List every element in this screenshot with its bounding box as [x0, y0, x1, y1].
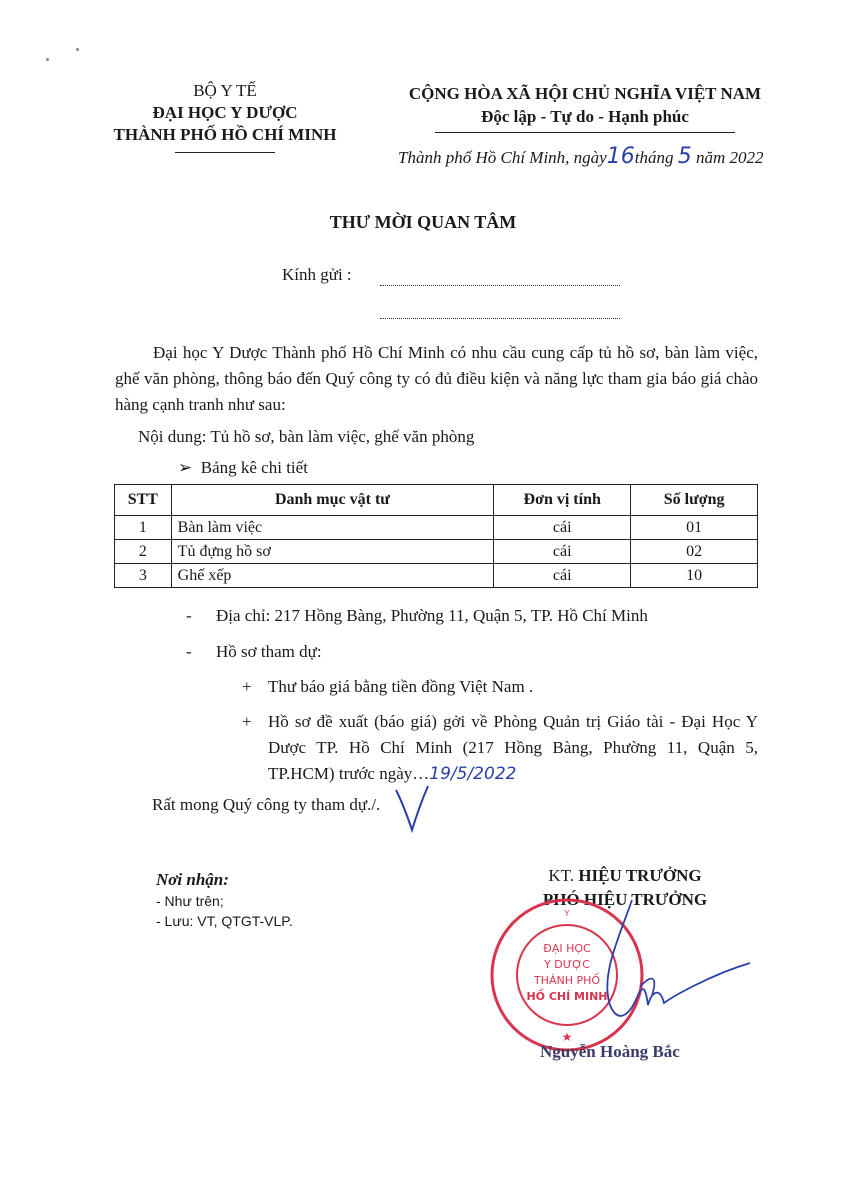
cell-stt: 2 [115, 540, 172, 564]
header-stt: STT [115, 485, 172, 516]
detail-heading [178, 458, 308, 478]
deadline-handwritten: 19/5/2022 [429, 764, 517, 784]
signature-role-2: PHÓ HIỆU TRƯỞNG [542, 890, 708, 909]
date-year: năm 2022 [695, 148, 764, 167]
seal-ring-mark-icon: Y [564, 909, 570, 918]
recipient-item: - Lưu: VT, QTGT-VLP. [156, 913, 293, 929]
sub-item-proposal [242, 709, 758, 787]
cell-quantity: 02 [631, 540, 758, 564]
cell-item-name: Tủ đựng hồ sơ [171, 540, 494, 564]
national-motto: Độc lập - Tự do - Hạnh phúc [481, 107, 689, 126]
date-prefix: Thành phố Hồ Chí Minh, ngày [398, 148, 607, 167]
content-line: Nội dung: Tủ hồ sơ, bàn làm việc, ghế văn phòng [138, 427, 475, 446]
dash-bullet: - [186, 642, 192, 661]
table-row [115, 540, 758, 564]
recipient-dotted-line-1 [380, 285, 620, 286]
seal-text-1: ĐẠI HỌC [543, 942, 591, 955]
ministry-name: BỘ Y TẾ [193, 81, 257, 100]
detail-heading-text: Bảng kê chi tiết [200, 458, 308, 477]
dash-bullet: - [186, 606, 192, 625]
signer-name: Nguyễn Hoàng Bắc [540, 1042, 680, 1061]
address-item [186, 603, 648, 629]
docs-item [186, 639, 322, 665]
recipients-title: Nơi nhận: [156, 870, 229, 889]
sub-item-quote-letter [242, 674, 758, 700]
docs-text: Hồ sơ tham dự: [216, 642, 322, 661]
signature-role-1 [500, 864, 750, 888]
recipient-item: - Như trên; [156, 893, 224, 909]
cell-item-name: Ghế xếp [171, 564, 494, 588]
cell-unit: cái [494, 516, 631, 540]
national-header [360, 82, 810, 128]
seal-text-3: THÀNH PHỐ [533, 974, 601, 987]
date-line [398, 144, 764, 169]
table-row [115, 516, 758, 540]
cell-quantity: 01 [631, 516, 758, 540]
plus-bullet: + [242, 712, 252, 731]
date-month-label: tháng [634, 148, 674, 167]
seal-text-4: HỒ CHÍ MINH [526, 990, 608, 1003]
handwritten-signature-icon [560, 895, 760, 1035]
seal-star-icon: ★ [561, 1030, 573, 1044]
intro-paragraph [115, 340, 758, 418]
items-table [114, 484, 758, 588]
cell-unit: cái [494, 564, 631, 588]
header-item-name: Danh mục vật tư [171, 485, 494, 516]
initial-mark-icon [392, 782, 432, 837]
scan-dot [46, 58, 49, 61]
date-day: 16 [606, 144, 635, 169]
table-header-row [115, 485, 758, 516]
document-title: THƯ MỜI QUAN TÂM [329, 212, 517, 232]
motto-underline [435, 132, 735, 133]
university-name-line1: ĐẠI HỌC Y DƯỢC [152, 103, 298, 122]
issuer-underline [175, 152, 275, 153]
cell-item-name: Bàn làm việc [171, 516, 494, 540]
seal-text-2: Y DƯỢC [544, 958, 590, 971]
sub-item-2-text: Hồ sơ đề xuất (báo giá) gởi về Phòng Quản trị Giáo tài - Đại Học Y Dược TP. Hồ Chí Minh (217 Hồng Bàng, Phường 11, Quận 5, TP.HCM) trước ngày… [268, 712, 758, 783]
address-text: Địa chỉ: 217 Hồng Bàng, Phường 11, Quận 5, TP. Hồ Chí Minh [216, 606, 648, 625]
arrow-bullet-icon: ➢ [178, 458, 193, 477]
closing-line: Rất mong Quý công ty tham dự./. [152, 795, 381, 814]
recipient-dotted-line-2 [380, 318, 620, 319]
nation-name: CỘNG HÒA XÃ HỘI CHỦ NGHĨA VIỆT NAM [408, 84, 762, 103]
university-name-line2: THÀNH PHỐ HỒ CHÍ MINH [113, 125, 337, 144]
plus-bullet: + [242, 677, 252, 696]
signature-role1-text: HIỆU TRƯỞNG [578, 866, 702, 885]
issuer-block [95, 80, 355, 146]
header-quantity: Số lượng [631, 485, 758, 516]
recipient-label: Kính gửi : [282, 265, 352, 284]
cell-stt: 1 [115, 516, 172, 540]
table-row [115, 564, 758, 588]
date-month: 5 [677, 144, 692, 169]
cell-unit: cái [494, 540, 631, 564]
cell-quantity: 10 [631, 564, 758, 588]
header-unit: Đơn vị tính [494, 485, 631, 516]
sub-item-1-text: Thư báo giá bằng tiền đồng Việt Nam . [268, 677, 534, 696]
intro-text: Đại học Y Dược Thành phố Hồ Chí Minh có nhu cầu cung cấp tủ hồ sơ, bàn làm việc, ghế văn phòng, thông báo đến Quý công ty có đủ điều kiện và năng lực tham gia báo giá chào hàng cạnh tranh như sau: [115, 343, 758, 414]
scan-dot [76, 48, 79, 51]
cell-stt: 3 [115, 564, 172, 588]
signature-prefix: KT. [548, 866, 575, 885]
